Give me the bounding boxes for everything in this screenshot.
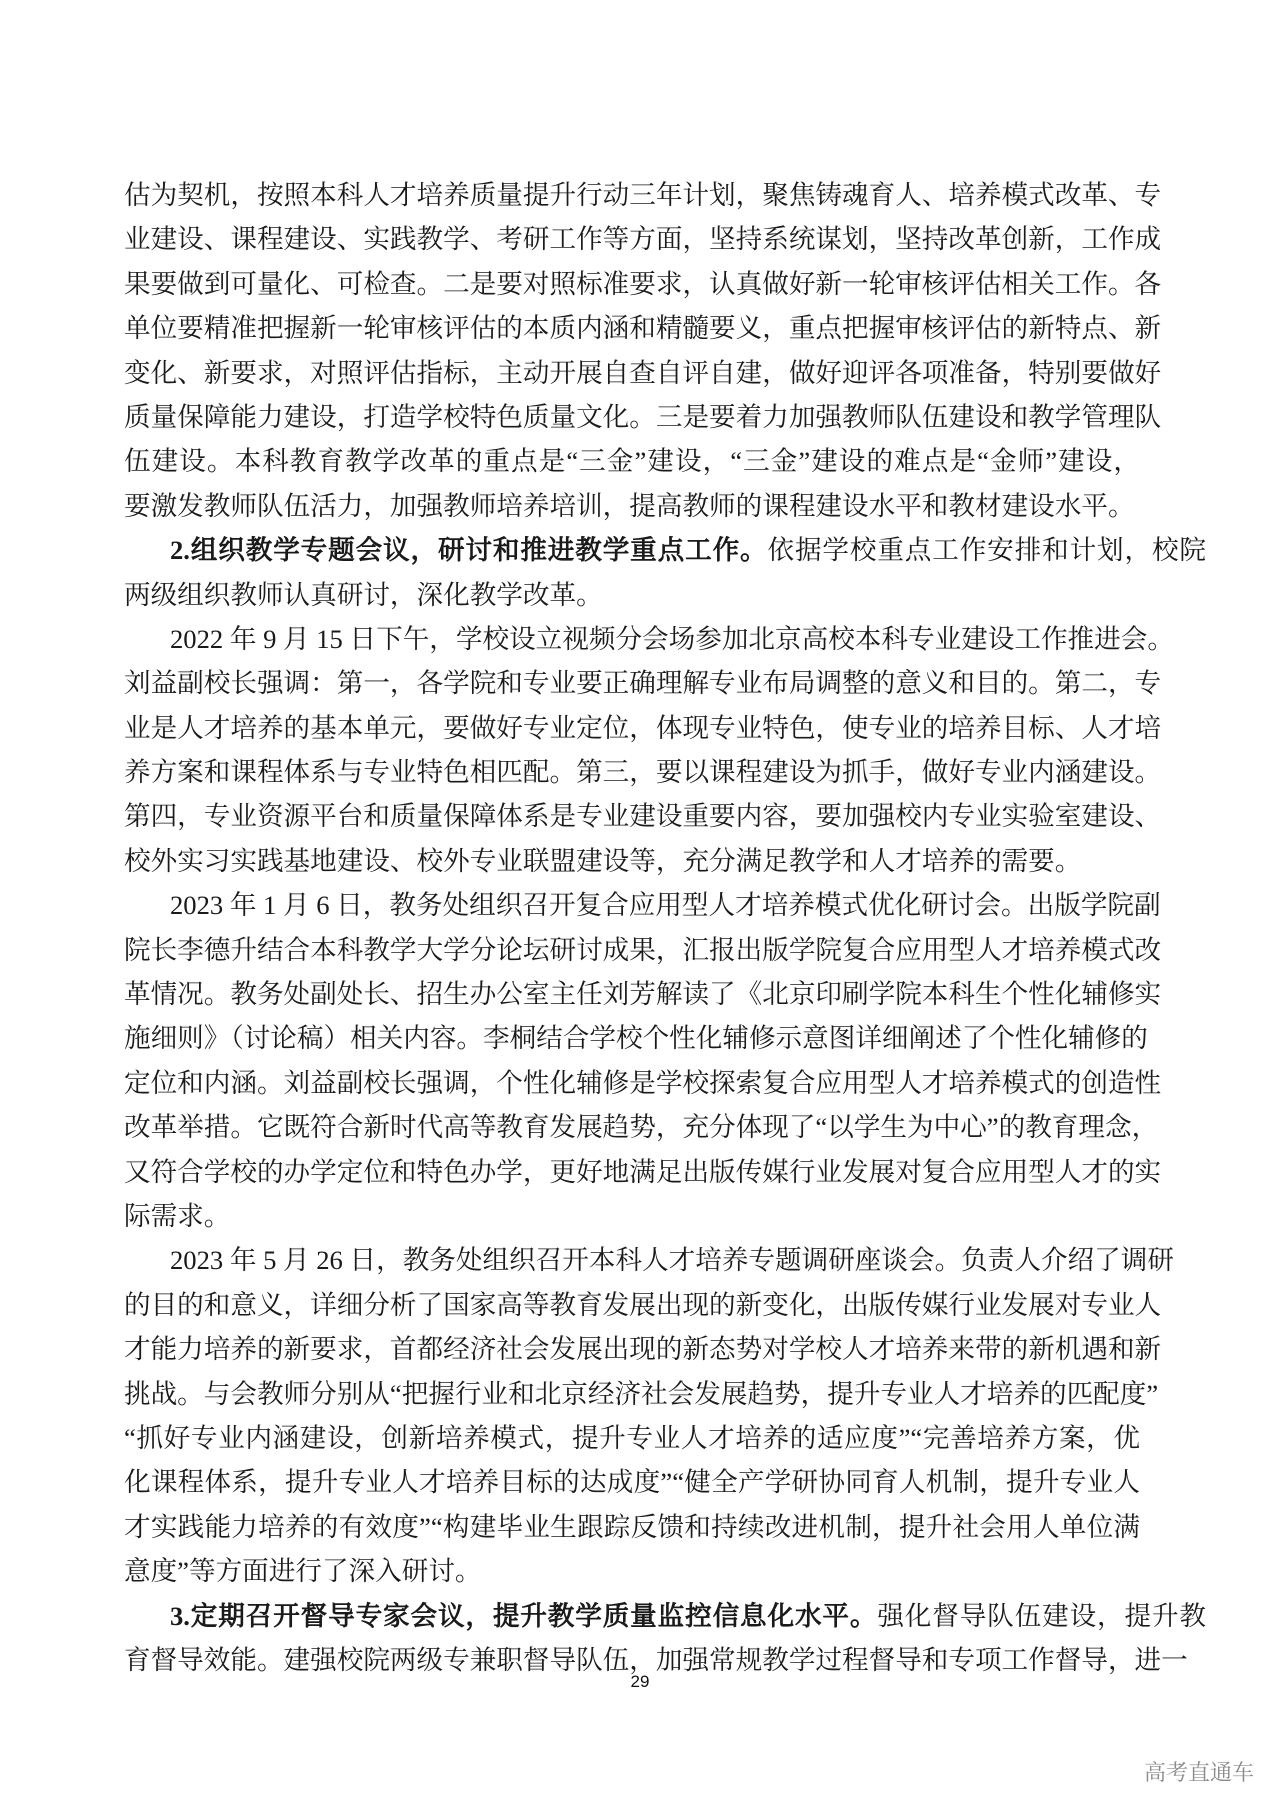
text-line: 第四，专业资源平台和质量保障体系是专业建设重要内容，要加强校内专业实验室建设、 bbox=[124, 801, 1162, 832]
text-line: 际需求。 bbox=[124, 1200, 231, 1231]
paragraph bbox=[124, 883, 1162, 1238]
text-line: 又符合学校的办学定位和特色办学，更好地满足出版传媒行业发展对复合应用型人才的实 bbox=[124, 1156, 1162, 1187]
text-line: 估为契机，按照本科人才培养质量提升行动三年计划，聚焦铸魂育人、培养模式改革、专 bbox=[124, 180, 1162, 210]
text-line: 施细则》（讨论稿）相关内容。李桐结合学校个性化辅修示意图详细阐述了个性化辅修的 bbox=[124, 1023, 1148, 1054]
text-line: 2022 年 9 月 15 日下午，学校设立视频分会场参加北京高校本科专业建设工作推进会。 bbox=[170, 623, 1174, 654]
text-line: 改革举措。它既符合新时代高等教育发展趋势，充分体现了“以学生为中心”的教育理念， bbox=[124, 1112, 1159, 1143]
text-line: 业建设、课程建设、实践教学、考研工作等方面，坚持系统谋划，坚持改革创新，工作成 bbox=[124, 224, 1162, 255]
text-line: 单位要精准把握新一轮审核评估的本质内涵和精髓要义，重点把握审核评估的新特点、新 bbox=[124, 313, 1162, 344]
text-line: 才能力培养的新要求，首都经济社会发展出现的新态势对学校人才培养来带的新机遇和新 bbox=[124, 1334, 1162, 1365]
text-line: 校外实习实践基地建设、校外专业联盟建设等，充分满足教学和人才培养的需要。 bbox=[124, 845, 1082, 876]
paragraph bbox=[124, 1238, 1174, 1593]
text-line bbox=[124, 528, 1206, 572]
text-line: 质量保障能力建设，打造学校特色质量文化。三是要着力加强教师队伍建设和教学管理队 bbox=[124, 401, 1162, 432]
text-line: 定位和内涵。刘益副校长强调，个性化辅修是学校探索复合应用型人才培养模式的创造性 bbox=[124, 1067, 1162, 1098]
text-line: 伍建设。本科教育教学改革的重点是“三金”建设，“三金”建设的难点是“金师”建设， bbox=[124, 446, 1140, 477]
text-line: 要激发教师队伍活力，加强教师培养培训，提高教师的课程建设水平和教材建设水平。 bbox=[124, 490, 1135, 521]
text-line bbox=[124, 1594, 1206, 1638]
text-line: 育督导效能。建强校院两级专兼职督导队伍，加强常规教学过程督导和专项工作督导，进一 bbox=[124, 1644, 1188, 1675]
text-line: 2023 年 5 月 26 日，教务处组织召开本科人才培养专题调研座谈会。负责人介绍了调研 bbox=[170, 1245, 1174, 1276]
paragraph bbox=[124, 173, 1162, 528]
text-line: 的目的和意义，详细分析了国家高等教育发展出现的新变化，出版传媒行业发展对专业人 bbox=[124, 1289, 1162, 1320]
text-line: 两级组织教师认真研讨，深化教学改革。 bbox=[124, 579, 603, 610]
text-line: 挑战。与会教师分别从“把握行业和北京经济社会发展趋势，提升专业人才培养的匹配度” bbox=[124, 1378, 1159, 1409]
text-line-rest: 强化督导队伍建设，提升教 bbox=[877, 1600, 1207, 1631]
text-line: 变化、新要求，对照评估指标，主动开展自查自评自建，做好迎评各项准备，特别要做好 bbox=[124, 357, 1162, 388]
watermark: 高考直通车 bbox=[1143, 1761, 1254, 1786]
text-line: 2023 年 1 月 6 日，教务处组织召开复合应用型人才培养模式优化研讨会。出版学院副 bbox=[170, 890, 1161, 921]
text-line: 刘益副校长强调：第一，各学院和专业要正确理解专业布局调整的意义和目的。第二，专 bbox=[124, 668, 1162, 699]
document-body bbox=[124, 173, 1207, 1682]
paragraph bbox=[124, 528, 1207, 617]
text-line: 业是人才培养的基本单元，要做好专业定位，体现专业特色，使专业的培养目标、人才培 bbox=[124, 712, 1162, 743]
section-heading: 2.组织教学专题会议，研讨和推进教学重点工作。 bbox=[170, 535, 768, 566]
text-line-rest: 依据学校重点工作安排和计划，校院 bbox=[767, 535, 1207, 566]
section-heading: 3.定期召开督导专家会议，提升教学质量监控信息化水平。 bbox=[170, 1600, 878, 1631]
text-line: 才实践能力培养的有效度”“构建毕业生跟踪反馈和持续改进机制，提升社会用人单位满 bbox=[124, 1511, 1140, 1542]
text-line: “抓好专业内涵建设，创新培养模式，提升专业人才培养的适应度”“完善培养方案，优 bbox=[124, 1422, 1140, 1453]
paragraph bbox=[124, 617, 1174, 883]
text-line: 院长李德升结合本科教学大学分论坛研讨成果，汇报出版学院复合应用型人才培养模式改 bbox=[124, 934, 1162, 965]
paragraph bbox=[124, 1594, 1207, 1683]
text-line: 化课程体系，提升专业人才培养目标的达成度”“健全产学研协同育人机制，提升专业人 bbox=[124, 1467, 1140, 1498]
text-line: 意度”等方面进行了深入研讨。 bbox=[124, 1556, 482, 1587]
page-number: 29 bbox=[630, 1672, 650, 1691]
text-line: 革情况。教务处副处长、招生办公室主任刘芳解读了《北京印刷学院本科生个性化辅修实 bbox=[124, 979, 1162, 1010]
text-line: 果要做到可量化、可检查。二是要对照标准要求，认真做好新一轮审核评估相关工作。各 bbox=[124, 268, 1162, 299]
text-line: 养方案和课程体系与专业特色相匹配。第三，要以课程建设为抓手，做好专业内涵建设。 bbox=[124, 757, 1162, 788]
